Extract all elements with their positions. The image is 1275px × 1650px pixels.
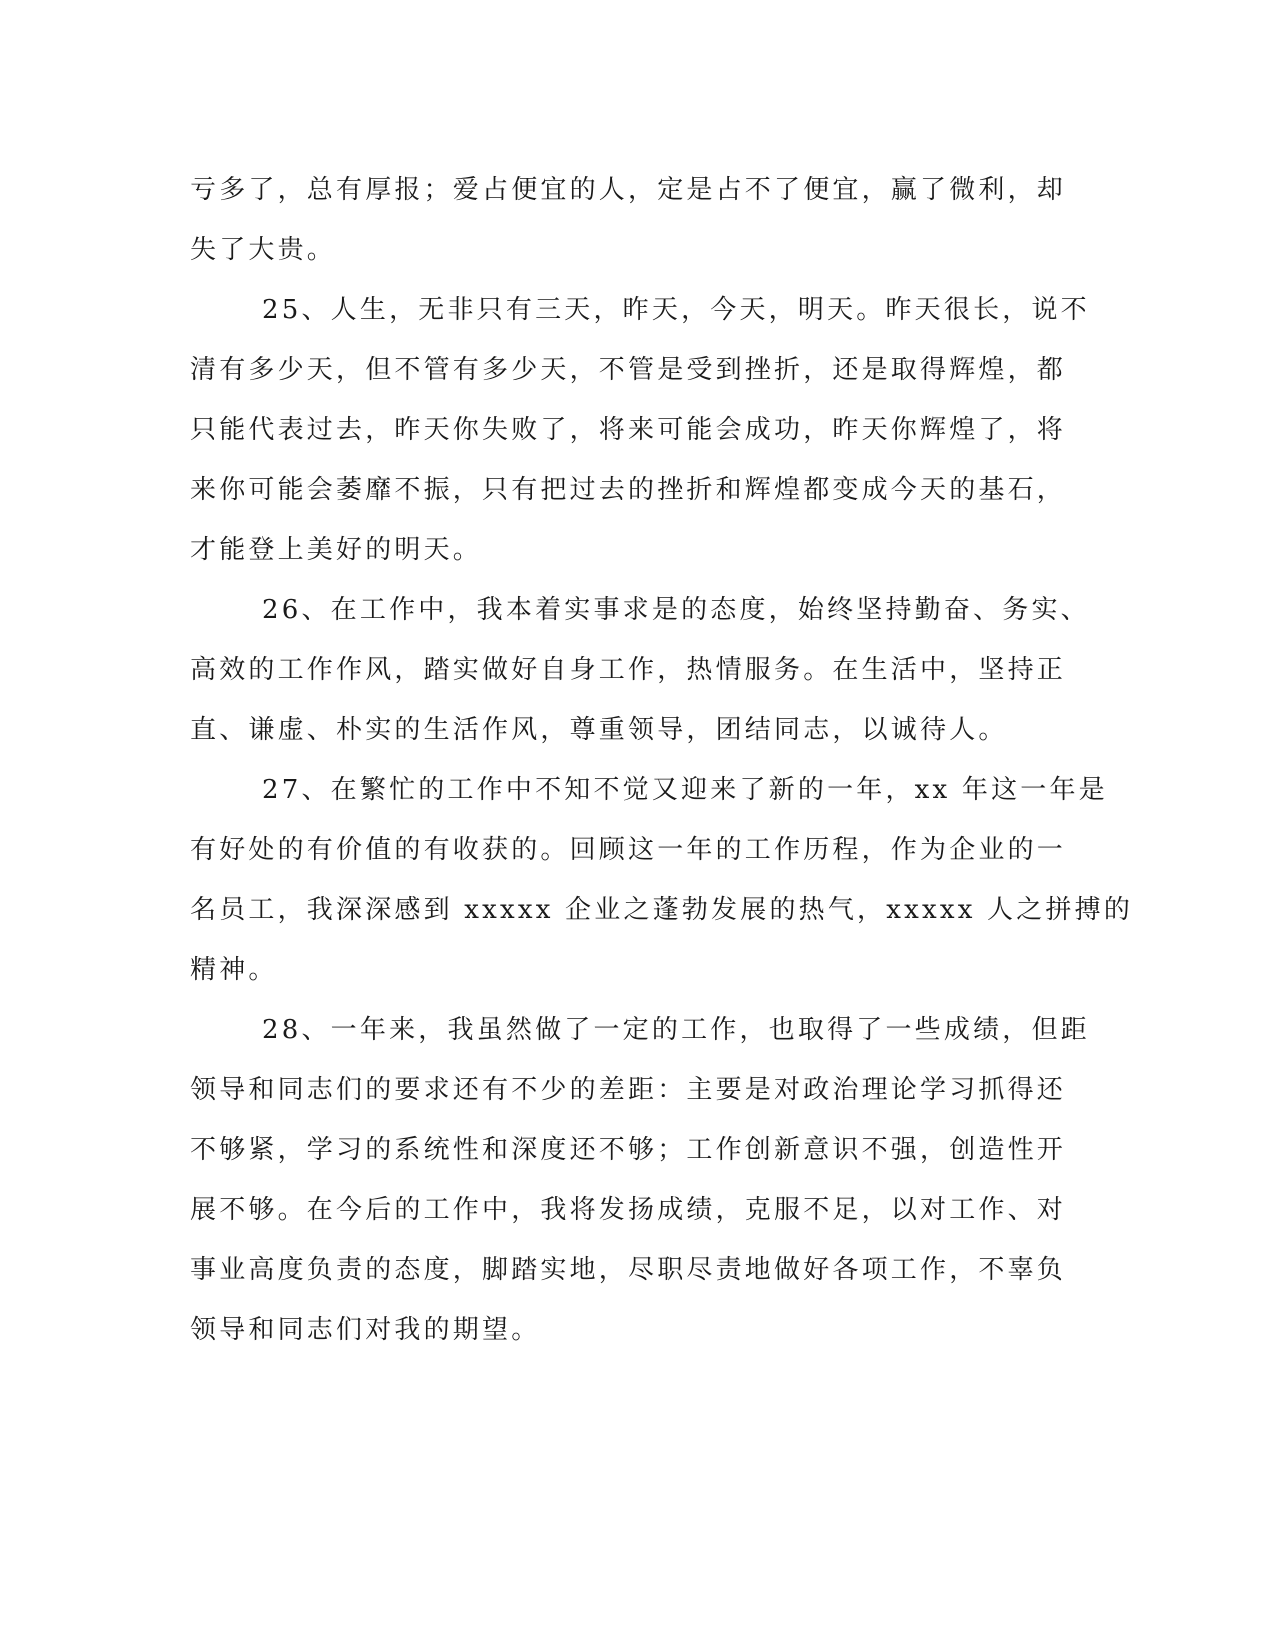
text-line: 领导和同志们的要求还有不少的差距：主要是对政治理论学习抓得还 [190, 1075, 1067, 1105]
text-line: 亏多了，总有厚报；爱占便宜的人，定是占不了便宜，赢了微利，却 [190, 175, 1067, 205]
text-line: 才能登上美好的明天。 [190, 535, 483, 565]
paragraph-26 [190, 580, 1090, 760]
text-line: 事业高度负责的态度，脚踏实地，尽职尽责地做好各项工作，不辜负 [190, 1255, 1067, 1285]
text-line: 26、在工作中，我本着实事求是的态度，始终坚持勤奋、务实、 [262, 595, 1090, 625]
text-line: 名员工，我深深感到 xxxxx 企业之蓬勃发展的热气，xxxxx 人之拼搏的 [190, 895, 1134, 925]
text-line: 有好处的有价值的有收获的。回顾这一年的工作历程，作为企业的一 [190, 835, 1067, 865]
text-line: 28、一年来，我虽然做了一定的工作，也取得了一些成绩，但距 [262, 1015, 1090, 1045]
document-body [190, 160, 1134, 1360]
text-line: 失了大贵。 [190, 235, 337, 265]
text-line: 清有多少天，但不管有多少天，不管是受到挫折，还是取得辉煌，都 [190, 355, 1067, 385]
text-line: 领导和同志们对我的期望。 [190, 1315, 541, 1345]
text-line: 展不够。在今后的工作中，我将发扬成绩，克服不足，以对工作、对 [190, 1195, 1067, 1225]
text-line: 直、谦虚、朴实的生活作风，尊重领导，团结同志，以诚待人。 [190, 715, 1008, 745]
text-line: 来你可能会萎靡不振，只有把过去的挫折和辉煌都变成今天的基石， [190, 475, 1067, 505]
paragraph-28 [190, 1000, 1090, 1360]
text-line: 25、人生，无非只有三天，昨天，今天，明天。昨天很长，说不 [262, 295, 1090, 325]
paragraph-continuation [190, 160, 1090, 280]
text-line: 不够紧，学习的系统性和深度还不够；工作创新意识不强，创造性开 [190, 1135, 1067, 1165]
text-line: 精神。 [190, 955, 278, 985]
text-line: 高效的工作作风，踏实做好自身工作，热情服务。在生活中，坚持正 [190, 655, 1067, 685]
text-line: 27、在繁忙的工作中不知不觉又迎来了新的一年，xx 年这一年是 [262, 775, 1108, 805]
text-line: 只能代表过去，昨天你失败了，将来可能会成功，昨天你辉煌了，将 [190, 415, 1067, 445]
paragraph-27 [190, 760, 1134, 1000]
paragraph-25 [190, 280, 1090, 580]
